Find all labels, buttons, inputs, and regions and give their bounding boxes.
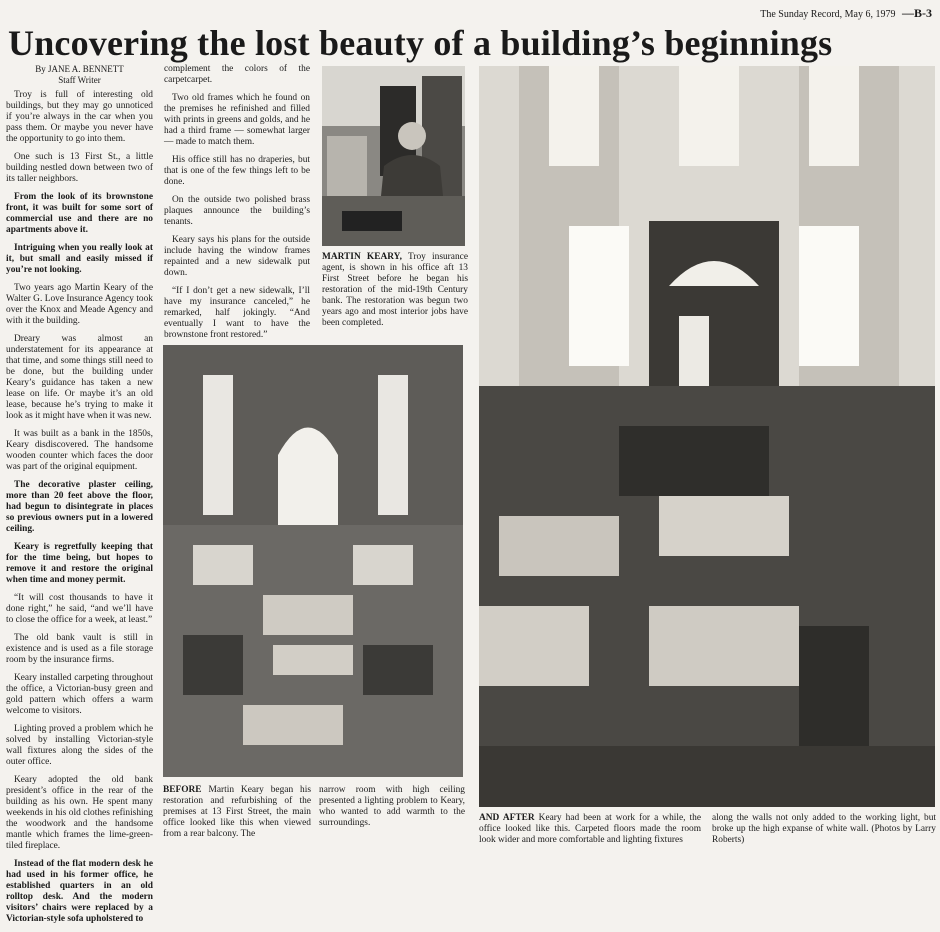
paragraph: Keary is regretfully keeping that for the time being, but hopes to remove it and restore the original when time and money permit. [6, 542, 153, 585]
paragraph: The old bank vault is still in existence and is used as a file storage room by the insurance firms. [6, 633, 153, 665]
article-column-1 [6, 64, 153, 932]
article-column-2 [164, 64, 310, 348]
paragraph: On the outside two polished brass plaques announce the building’s tenants. [164, 195, 310, 227]
dateline [760, 6, 932, 21]
paragraph: complement the colors of the carpetcarpet. [164, 64, 310, 85]
byline [6, 64, 153, 86]
paragraph: Dreary was almost an understatement for its appearance at that time, and some things still need to be done, but the building under Keary’s guidance has taken a new lease on life. Or maybe it’s an old lease, because he’s trying to make it look as it might have when it was new. [6, 334, 153, 421]
caption-text: Keary had been at work for a while, the office looked like this. Carpeted floors made the room look wider and more comfortable and lighting fixtures [479, 813, 701, 845]
paragraph: It was built as a bank in the 1850s, Keary disdiscovered. The handsome wooden counter which faces the door was part of the original equipment. [6, 429, 153, 472]
before-caption-2 [319, 785, 465, 829]
before-office-photo [163, 345, 463, 777]
paragraph: Keary installed carpeting throughout the office, a Victorian-busy green and gold pattern which offers a warm welcome to visitors. [6, 673, 153, 716]
paragraph: Two old frames which he found on the premises he refinished and filled with prints in greens and golds, and he had a third frame — somewhat larger — made to match them. [164, 93, 310, 147]
byline-title: Staff Writer [58, 75, 101, 85]
caption-lead: AND AFTER [479, 813, 535, 823]
paragraph: Keary says his plans for the outside include having the window frames repainted and a new sidewalk put down. [164, 235, 310, 278]
byline-author: By JANE A. BENNETT [35, 64, 124, 74]
keary-caption [322, 252, 468, 329]
paragraph: Two years ago Martin Keary of the Walter G. Love Insurance Agency took over the Knox and Meade Agency and with it the building. [6, 283, 153, 326]
paragraph: One such is 13 First St., a little building nestled down between two of its taller neighbors. [6, 152, 153, 184]
after-office-photo [479, 66, 935, 807]
paragraph: Troy is full of interesting old buildings, but they may go unnoticed if you’re always in the car when you pass them. Or maybe you never have the opportunity to go into them. [6, 90, 153, 144]
keary-photo-image [322, 66, 465, 246]
keary-office-photo [322, 66, 465, 246]
paragraph: Keary adopted the old bank president’s office in the rear of the building as his own. He spent many weekends in his old clothes refinishing the woodwork and the handsome mantle which frames the lime-green-tiled fireplace. [6, 775, 153, 851]
before-photo-image [163, 345, 463, 777]
paragraph: From the look of its brownstone front, it was built for some sort of commercial use and there are no apartments above it. [6, 192, 153, 235]
headline: Uncovering the lost beauty of a building’s beginnings [8, 23, 833, 63]
paragraph: His office still has no draperies, but that is one of the few things left to be done. [164, 155, 310, 187]
after-caption-1 [479, 813, 701, 846]
dateline-text: The Sunday Record, May 6, 1979 [760, 9, 896, 20]
caption-lead: BEFORE [163, 785, 202, 795]
paragraph: Instead of the flat modern desk he had used in his former office, he established quarters in an old rolltop desk. And the modern visitors’ chairs were replaced by a Victorian-style sofa upholstered to [6, 859, 153, 924]
caption-text: Martin Keary began his restoration and refurbishing of the premises at 13 First Street, the main office looked like this when viewed from a rear balcony. The [163, 785, 311, 839]
paragraph: Lighting proved a problem which he solved by installing Victorian-style wall fixtures along the sides of the outer office. [6, 724, 153, 767]
caption-text: narrow room with high ceiling presented a lighting problem to Keary, who wanted to add warmth to the surroundings. [319, 785, 465, 828]
before-caption-1 [163, 785, 311, 840]
caption-text: Troy insurance agent, is shown in his office aft 13 First Street before he began his restoration of the mid-19th Century bank. The restoration was begun two years ago and most interior jobs have been completed. [322, 252, 468, 328]
paragraph: The decorative plaster ceiling, more than 20 feet above the floor, had begun to disintegrate in places so previous owners put in a lowered ceiling. [6, 480, 153, 534]
after-caption-2 [712, 813, 936, 846]
paragraph: Intriguing when you really look at it, but small and easily missed if you’re not looking. [6, 243, 153, 275]
paragraph: “It will cost thousands to have it done right,” he said, “and we’ll have to close the office for a week, at least.” [6, 593, 153, 625]
after-photo-image [479, 66, 935, 807]
page-number: —B-3 [902, 6, 932, 20]
caption-lead: MARTIN KEARY, [322, 252, 402, 262]
paragraph: “If I don’t get a new sidewalk, I’ll have my insurance canceled,” he remarked, half jokingly. “And eventually I want to have the brownstone front restored.” [164, 286, 310, 340]
caption-text: along the walls not only added to the working light, but broke up the high expanse of white wall. (Photos by Larry Roberts) [712, 813, 936, 845]
